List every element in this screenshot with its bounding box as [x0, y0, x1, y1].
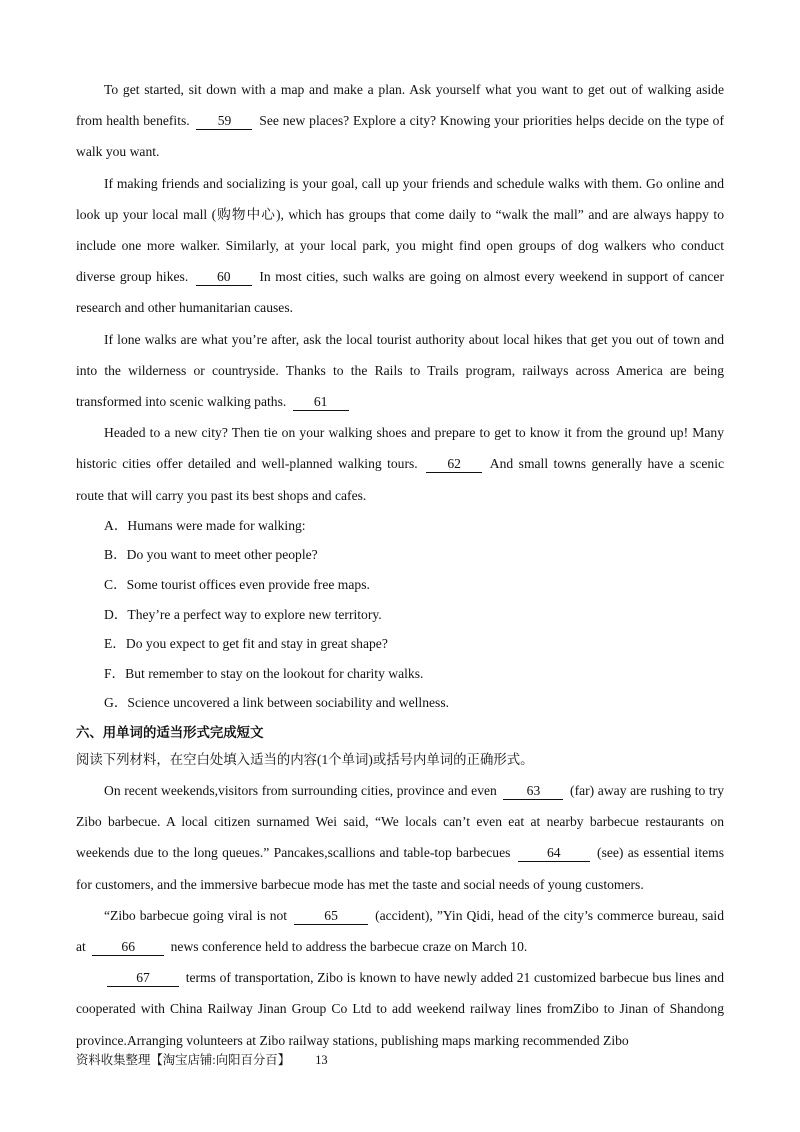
page-number: 13	[315, 1053, 328, 1067]
answer-blank-65: 65	[294, 907, 368, 925]
answer-blank-62: 62	[426, 455, 482, 473]
text: If lone walks are what you’re after, ask the local tourist authority about local hikes that get you out of town and into the wilderness or countryside. Thanks to the Rails to Trails program, railways across America are being transformed into scenic walking paths.	[76, 331, 724, 410]
text: On recent weekends,visitors from surrounding cities, province and even	[104, 783, 501, 798]
answer-blank-67: 67	[107, 969, 179, 987]
answer-blank-59: 59	[196, 112, 252, 130]
option-f: F．But remember to stay on the lookout for charity walks.	[104, 665, 424, 681]
option-e: E．Do you expect to get fit and stay in great shape?	[104, 636, 388, 652]
text: (see) as essential items for customers, and the immersive barbecue mode has met the taste and social needs of young customers.	[76, 845, 724, 892]
answer-blank-64: 64	[518, 844, 590, 862]
section-6-title: 六、用单词的适当形式完成短文	[76, 726, 264, 741]
option-d: D．They’re a perfect way to explore new territory.	[104, 606, 382, 622]
answer-blank-66: 66	[92, 938, 164, 956]
option-a: A．Humans were made for walking:	[104, 517, 306, 533]
option-c: C．Some tourist offices even provide free maps.	[104, 577, 370, 593]
text: (accident), ”Yin Qidi, head of the city’s commerce bureau, said at	[76, 907, 724, 955]
option-g: G．Science uncovered a link between sociability and wellness.	[104, 695, 450, 711]
section6-paragraph-3	[76, 962, 724, 1056]
passage1-paragraph-2	[76, 168, 724, 324]
passage1-paragraph-1	[76, 74, 724, 168]
options-list	[76, 511, 724, 718]
section6-paragraph-1	[76, 775, 724, 900]
text: To get started, sit down with a map and make a plan. Ask yourself what you want to get out of walking aside from health benefits.	[76, 82, 724, 129]
text: If making friends and socializing is your goal, call up your friends and schedule walks with them. Go online and look up your local mall (购物中心), which has groups that come daily to “walk the mall” and are always happy to include one more walker. Similarly, at your local park, you might find open groups of dog walkers who conduct diverse group hikes.	[76, 175, 724, 285]
text: (far) away are rushing to try Zibo barbecue. A local citizen surnamed Wei said, “We locals can’t even eat at nearby barbecue restaurants on weekends due to the long queues.” Pancakes,scallions and table-top barbecues	[76, 783, 724, 861]
document-page	[76, 74, 724, 1056]
answer-blank-61: 61	[293, 393, 349, 411]
section6-paragraph-2	[76, 900, 724, 962]
text: terms of transportation, Zibo is known to have newly added 21 customized barbecue bus lines and cooperated with China Railway Jinan Group Co Ltd to add weekend railway lines fromZibo to Jinan of Shandong province.Arranging volunteers at Zibo railway stations, publishing maps marking recommended Zibo	[76, 970, 724, 1048]
option-b: B．Do you want to meet other people?	[104, 547, 318, 563]
answer-blank-60: 60	[196, 268, 252, 286]
section-6-instruction: 阅读下列材料，在空白处填入适当的内容(1个单词)或括号内单词的正确形式。	[76, 752, 534, 767]
passage1-paragraph-3	[76, 324, 724, 418]
footer-source: 资料收集整理【淘宝店铺:向阳百分百】	[76, 1053, 291, 1067]
answer-blank-63: 63	[503, 782, 563, 800]
text: And small towns generally have a scenic route that will carry you past its best shops and cafes.	[76, 456, 725, 503]
page-footer	[76, 1050, 328, 1068]
text: See new places? Explore a city? Knowing your priorities helps decide on the type of walk you want.	[76, 113, 724, 160]
text: “Zibo barbecue going viral is not	[104, 907, 292, 923]
text: Headed to a new city? Then tie on your walking shoes and prepare to get to know it from the ground up! Many historic cities offer detailed and well-planned walking tours.	[76, 425, 724, 472]
text: news conference held to address the barbecue craze on March 10.	[167, 939, 528, 955]
passage1-paragraph-4	[76, 417, 724, 511]
text: In most cities, such walks are going on almost every weekend in support of cancer research and other humanitarian causes.	[76, 269, 724, 316]
